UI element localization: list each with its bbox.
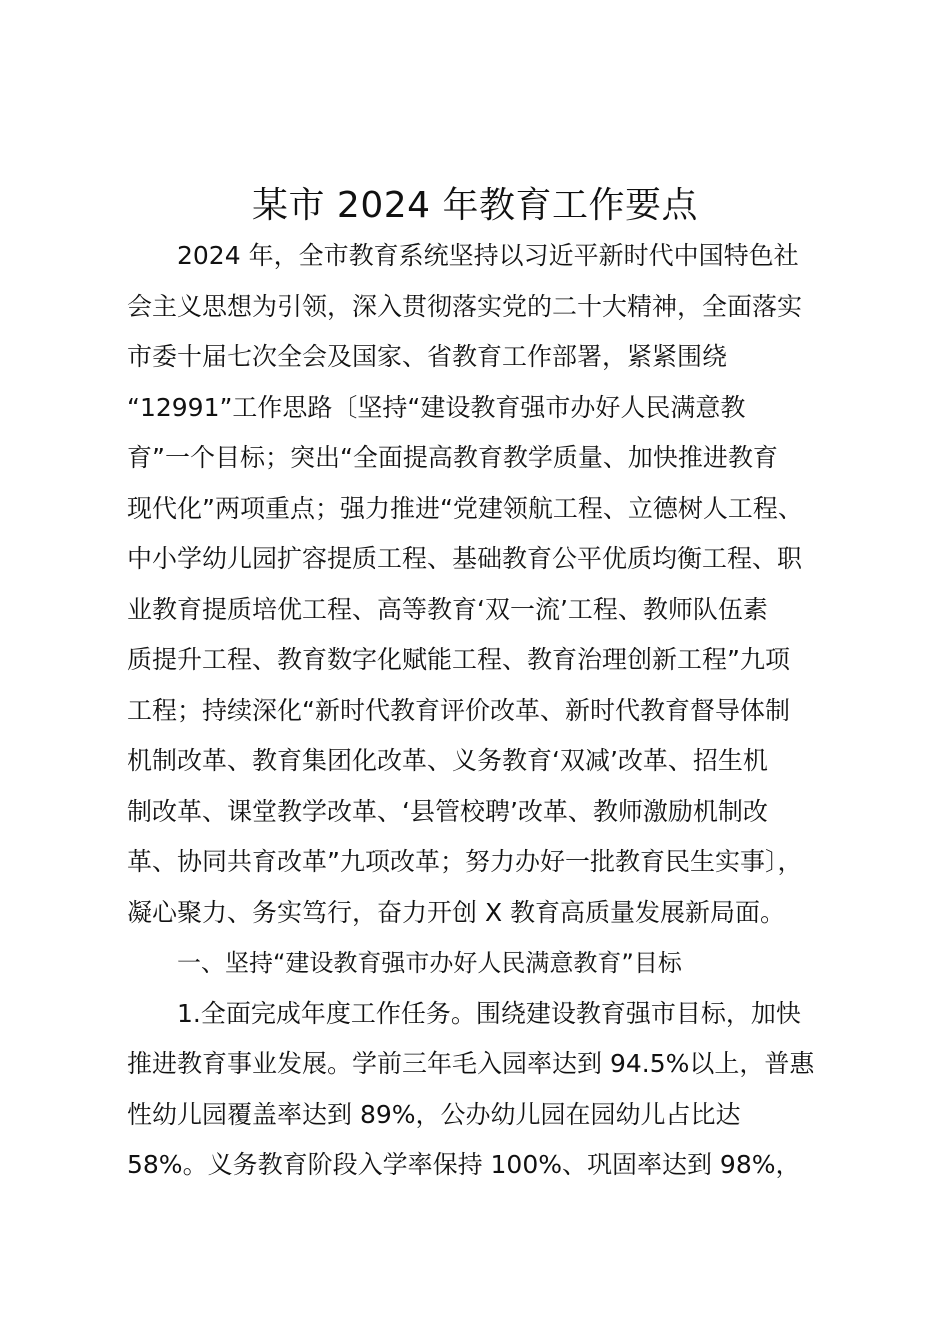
- intro-line: 育”一个目标；突出“全面提高教育教学质量、加快推进教育: [127, 443, 778, 472]
- document-title: 某市 2024 年教育工作要点: [251, 185, 698, 226]
- item-line: 1.全面完成年度工作任务。围绕建设教育强市目标，加快: [177, 998, 801, 1028]
- intro-line: 2024 年，全市教育系统坚持以习近平新时代中国特色社: [177, 241, 799, 270]
- item-line: 性幼儿园覆盖率达到 89%，公办幼儿园在园幼儿占比达: [127, 1099, 741, 1129]
- intro-line: 市委十届七次全会及国家、省教育工作部署，紧紧围绕: [127, 342, 728, 371]
- intro-line: 业教育提质培优工程、高等教育‘双一流’工程、教师队伍素: [127, 594, 768, 624]
- item-line: 58%。义务教育阶段入学率保持 100%、巩固率达到 98%，: [127, 1150, 801, 1179]
- document-body: [127, 231, 847, 1191]
- intro-line: 现代化”两项重点；强力推进“党建领航工程、立德树人工程、: [127, 493, 803, 523]
- item-line: 推进教育事业发展。学前三年毛入园率达到 94.5%以上，普惠: [127, 1049, 815, 1078]
- intro-line: 凝心聚力、务实笃行，奋力开创 X 教育高质量发展新局面。: [127, 897, 786, 927]
- section-heading: 一、坚持“建设教育强市办好人民满意教育”目标: [177, 949, 682, 977]
- intro-line: 质提升工程、教育数字化赋能工程、教育治理创新工程”九项: [127, 645, 790, 674]
- intro-line: 机制改革、教育集团化改革、义务教育‘双减’改革、招生机: [127, 746, 768, 775]
- intro-line: 工程；持续深化“新时代教育评价改革、新时代教育督导体制: [127, 695, 790, 725]
- intro-line: 中小学幼儿园扩容提质工程、基础教育公平优质均衡工程、职: [127, 544, 803, 573]
- intro-line: 制改革、课堂教学改革、‘县管校聘’改革、教师激励机制改: [127, 796, 768, 826]
- intro-line: 会主义思想为引领，深入贯彻落实党的二十大精神，全面落实: [127, 291, 803, 321]
- intro-line: “12991”工作思路〔坚持“建设教育强市办好人民满意教: [127, 392, 746, 422]
- intro-line: 革、协同共育改革”九项改革；努力办好一批教育民生实事〕，: [127, 847, 803, 876]
